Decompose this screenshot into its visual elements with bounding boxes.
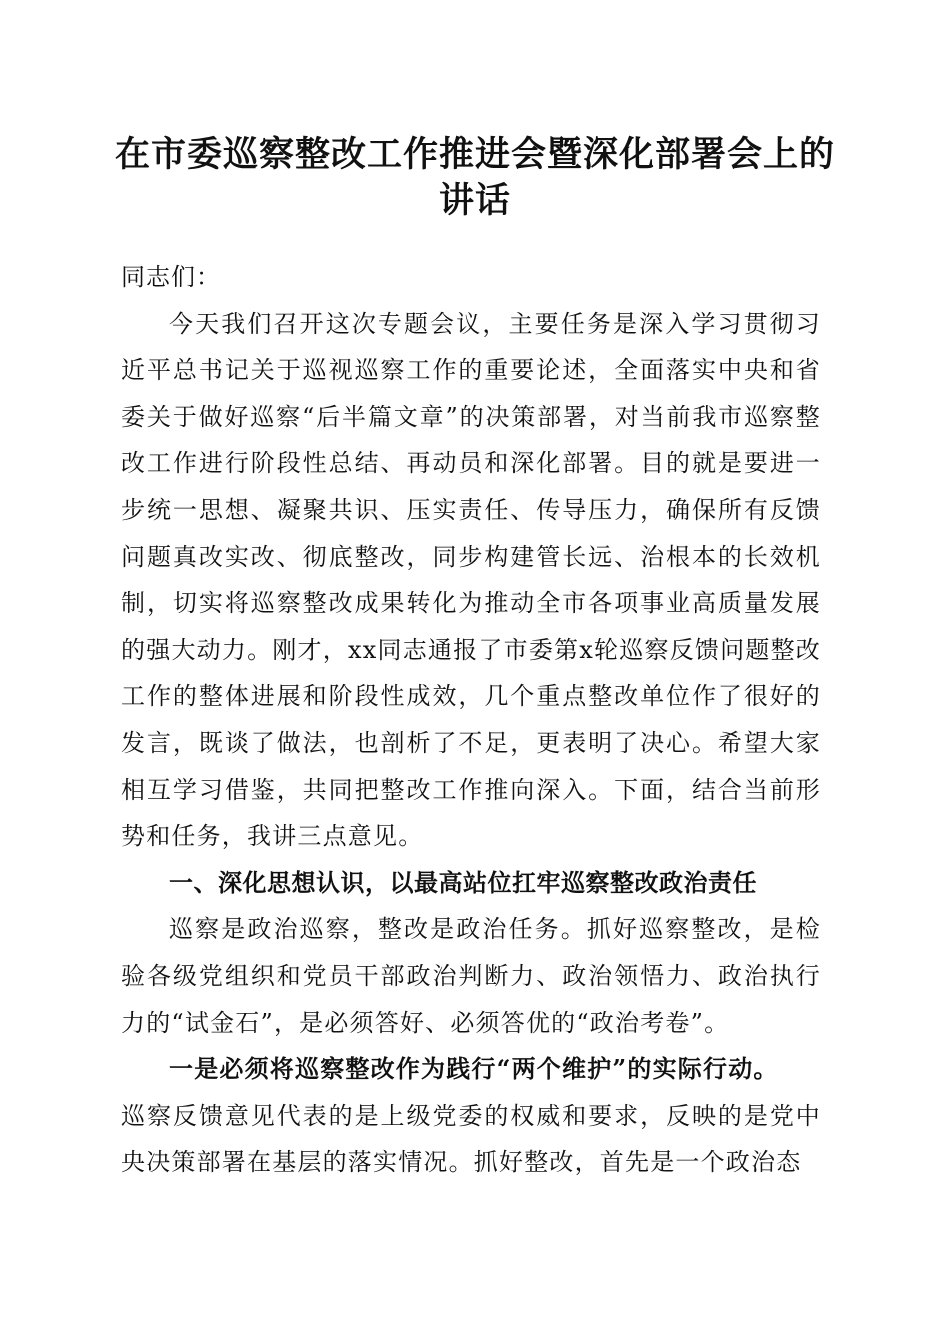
paragraph-section-1: 巡察是政治巡察，整改是政治任务。抓好巡察整改，是检验各级党组织和党员干部政治判断力、政治领悟力、政治执行力的“试金石”，是必须答好、必须答优的“政治考卷”。 [121, 915, 821, 1037]
title-line-1: 在市委巡察整改工作推进会暨深化部署会上的 [114, 134, 835, 175]
salutation: 同志们： [121, 263, 221, 291]
document-title [100, 132, 850, 224]
paragraph-point-1: 巡察反馈意见代表的是上级党委的权威和要求，反映的是党中央决策部署在基层的落实情况。抓好整改，首先是一个政治态 [121, 1101, 821, 1177]
subheading-point-1: 一是必须将巡察整改作为践行“两个维护”的实际行动。 [169, 1054, 779, 1084]
title-line-2: 讲话 [438, 180, 511, 221]
document-body [121, 254, 821, 1186]
section-heading-1: 一、深化思想认识，以最高站位扛牢巡察整改政治责任 [169, 868, 757, 897]
paragraph-intro: 今天我们召开这次专题会议，主要任务是深入学习贯彻习近平总书记关于巡视巡察工作的重要论述，全面落实中央和省委关于做好巡察“后半篇文章”的决策部署，对当前我市巡察整改工作进行阶段性总结、再动员和深化部署。目的就是要进一步统一思想、凝聚共识、压实责任、传导压力，确保所有反馈问题真改实改、彻底整改，同步构建管长远、治根本的长效机制，切实将巡察整改成果转化为推动全市各项事业高质量发展的强大动力。刚才，xx同志通报了市委第x轮巡察反馈问题整改工作的整体进展和阶段性成效，几个重点整改单位作了很好的发言，既谈了做法，也剖析了不足，更表明了决心。希望大家相互学习借鉴，共同把整改工作推向深入。下面，结合当前形势和任务，我讲三点意见。 [121, 309, 821, 851]
